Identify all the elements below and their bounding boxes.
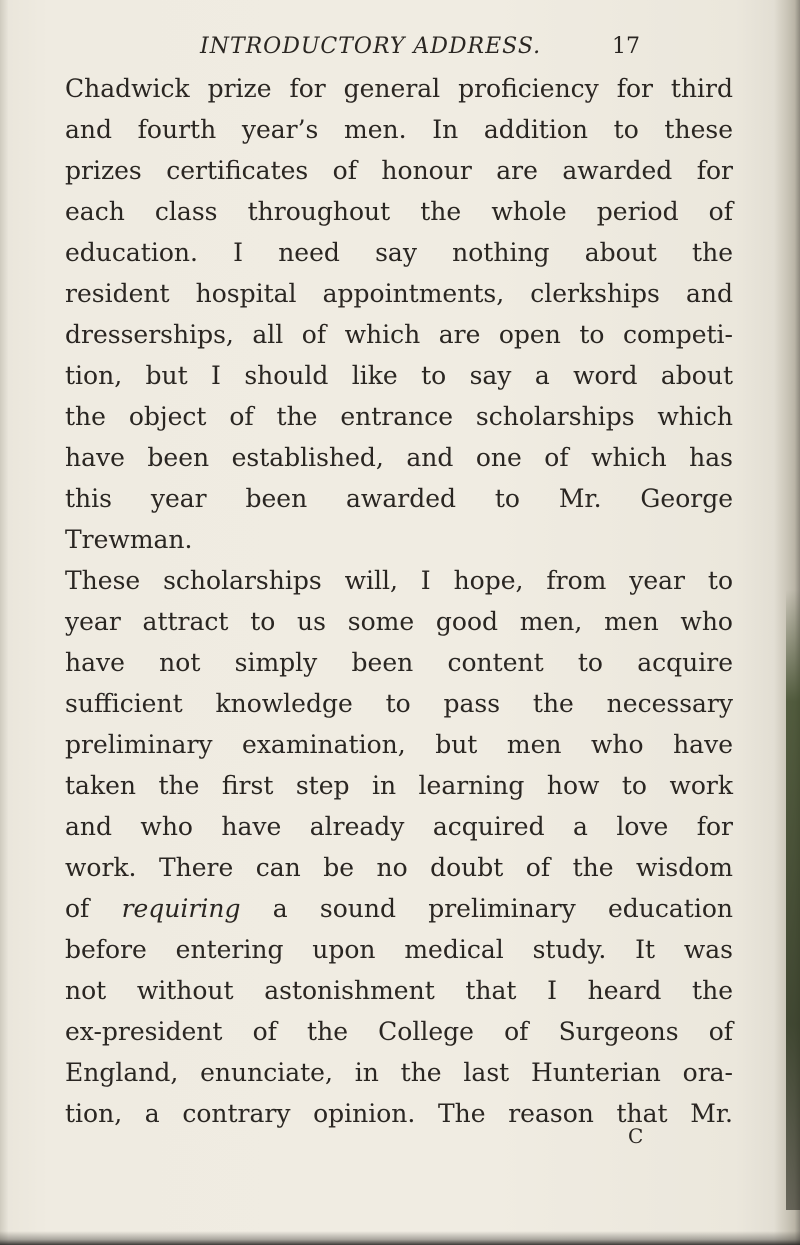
text-line: prizes certificates of honour are awarded for (65, 156, 733, 185)
text-line: resident hospital appointments, clerkships and (65, 279, 733, 308)
body-text (65, 68, 733, 1134)
text-line: preliminary examination, but men who have (65, 730, 733, 759)
page-number: 17 (612, 34, 640, 59)
text-line: and who have already acquired a love for (65, 812, 733, 841)
text-line: this year been awarded to Mr. George (65, 484, 733, 513)
text-line: the object of the entrance scholarships which (65, 402, 733, 431)
text-line: year attract to us some good men, men who (65, 607, 733, 636)
text-line: England, enunciate, in the last Hunterian ora- (65, 1058, 733, 1087)
text-line: before entering upon medical study. It was (65, 935, 733, 964)
running-head: INTRODUCTORY ADDRESS. (200, 34, 542, 59)
text-line: and fourth year’s men. In addition to these (65, 115, 733, 144)
text-line-with-emphasis (65, 888, 733, 929)
page-left-edge (0, 0, 8, 1245)
text-line: dresserships, all of which are open to competi- (65, 320, 733, 349)
text-line: each class throughout the whole period of (65, 197, 733, 226)
text-line: work. There can be no doubt of the wisdom (65, 853, 733, 882)
signature-mark: C (628, 1124, 644, 1148)
text-line: tion, a contrary opinion. The reason that Mr. (65, 1099, 733, 1128)
page-bottom-shadow (0, 1231, 800, 1245)
text-line: not without astonishment that I heard the (65, 976, 733, 1005)
text-line: sufficient knowledge to pass the necessary (65, 689, 733, 718)
text-line: These scholarships will, I hope, from year to (65, 566, 733, 595)
text-line: tion, but I should like to say a word about (65, 361, 733, 390)
text-line: have been established, and one of which has (65, 443, 733, 472)
page-edge-stain (786, 590, 800, 1210)
text-line: Trewman. (65, 525, 193, 554)
text-segment: a sound preliminary education (240, 894, 733, 923)
text-line: ex-president of the College of Surgeons of (65, 1017, 733, 1046)
text-line: taken the first step in learning how to work (65, 771, 733, 800)
text-line: have not simply been content to acquire (65, 648, 733, 677)
emphasized-word: requiring (121, 894, 241, 923)
text-line: Chadwick prize for general proficiency for third (65, 74, 733, 103)
text-segment: of (65, 894, 122, 923)
text-line: education. I need say nothing about the (65, 238, 733, 267)
